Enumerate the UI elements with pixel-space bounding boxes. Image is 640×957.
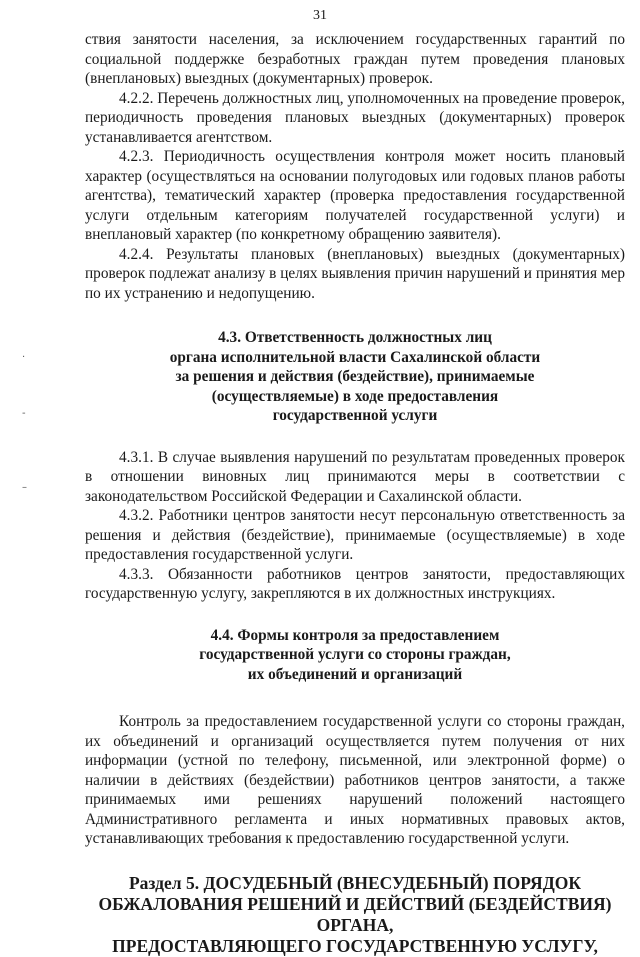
paragraph: ствия занятости населения, за исключением государственных гарантий по социальной поддержке безработных граждан путем проведения плановых (внеплановых) выездных (документарных) проверок. bbox=[85, 31, 625, 87]
section-4-4-body bbox=[85, 712, 625, 849]
margin-mark: · bbox=[22, 352, 26, 363]
heading-line: (осуществляемые) в ходе предоставления bbox=[211, 387, 499, 405]
document-body bbox=[85, 30, 625, 957]
heading-line: ПРЕДОСТАВЛЯЮЩЕГО ГОСУДАРСТВЕННУЮ УСЛУГУ, bbox=[112, 935, 598, 956]
paragraph-4-3-2: 4.3.2. Работники центров занятости несут персональную ответственность за решения и действия (бездействие), принимаемые (осуществляемые) в ходе предоставления государственной услуги. bbox=[85, 507, 625, 563]
paragraph-4-3-1: 4.3.1. В случае выявления нарушений по результатам проведенных проверок в отношении виновных лиц принимаются меры в соответствии с законодательством Российской Федерации и Сахалинской области. bbox=[85, 448, 625, 505]
section-4-3-heading bbox=[85, 328, 625, 426]
heading-line: Раздел 5. ДОСУДЕБНЫЙ (ВНЕСУДЕБНЫЙ) ПОРЯДОК bbox=[128, 872, 582, 893]
paragraph-4-4: Контроль за предоставлением государственной услуги со стороны граждан, их объединений и организаций осуществляется путем получения от них информации (устной по телефону, письменной, или электронной форме) о наличии в действиях (бездействии) работников центров занятости, а также принимаемых ими решениях нарушений положений настоящего Административного регламента и иных нормативных правовых актов, устанавливающих требования к предоставлению государственной услуги. bbox=[85, 713, 625, 847]
heading-line: за решения и действия (бездействие), принимаемые bbox=[175, 368, 535, 385]
heading-line: их объединений и организаций bbox=[247, 665, 463, 683]
section-4-3-body bbox=[85, 448, 625, 604]
heading-line: государственной услуги bbox=[272, 407, 438, 424]
page-number: 31 bbox=[313, 8, 327, 23]
paragraph-4-3-3: 4.3.3. Обязанности работников центров занятости, предоставляющих государственную услугу, закрепляются в их должностных инструкциях. bbox=[85, 565, 625, 602]
heading-line: органа исполнительной власти Сахалинской области bbox=[169, 348, 541, 366]
paragraph-4-2-2: 4.2.2. Перечень должностных лиц, уполномоченных на проведение проверок, периодичность проведения плановых выездных (документарных) проверок устанавливается агентством. bbox=[85, 89, 625, 146]
section-4-2-continuation bbox=[85, 30, 625, 303]
heading-line: 4.4. Формы контроля за предоставлением bbox=[210, 626, 500, 644]
heading-line: 4.3. Ответственность должностных лиц bbox=[218, 329, 492, 346]
section-4-4-heading bbox=[85, 626, 625, 685]
heading-line: государственной услуги со стороны граждан, bbox=[199, 646, 511, 663]
margin-mark: - bbox=[22, 408, 26, 419]
heading-line: ОБЖАЛОВАНИЯ РЕШЕНИЙ И ДЕЙСТВИЙ (БЕЗДЕЙСТВИЯ) ОРГАНА, bbox=[98, 893, 612, 935]
margin-mark: – bbox=[22, 482, 27, 493]
section-5-heading bbox=[85, 873, 625, 957]
paragraph-4-2-3: 4.2.3. Периодичность осуществления контроля может носить плановый характер (осуществляться на основании полугодовых или годовых планов работы агентства), тематический характер (проверка предоставления государственной услуги отдельным категориям получателей государственной услуги) и внеплановый характер (по конкретному обращению заявителя). bbox=[85, 148, 625, 243]
paragraph-4-2-4: 4.2.4. Результаты плановых (внеплановых) выездных (документарных) проверок подлежат анализу в целях выявления причин нарушений и принятия мер по их устранению и недопущению. bbox=[85, 245, 625, 302]
